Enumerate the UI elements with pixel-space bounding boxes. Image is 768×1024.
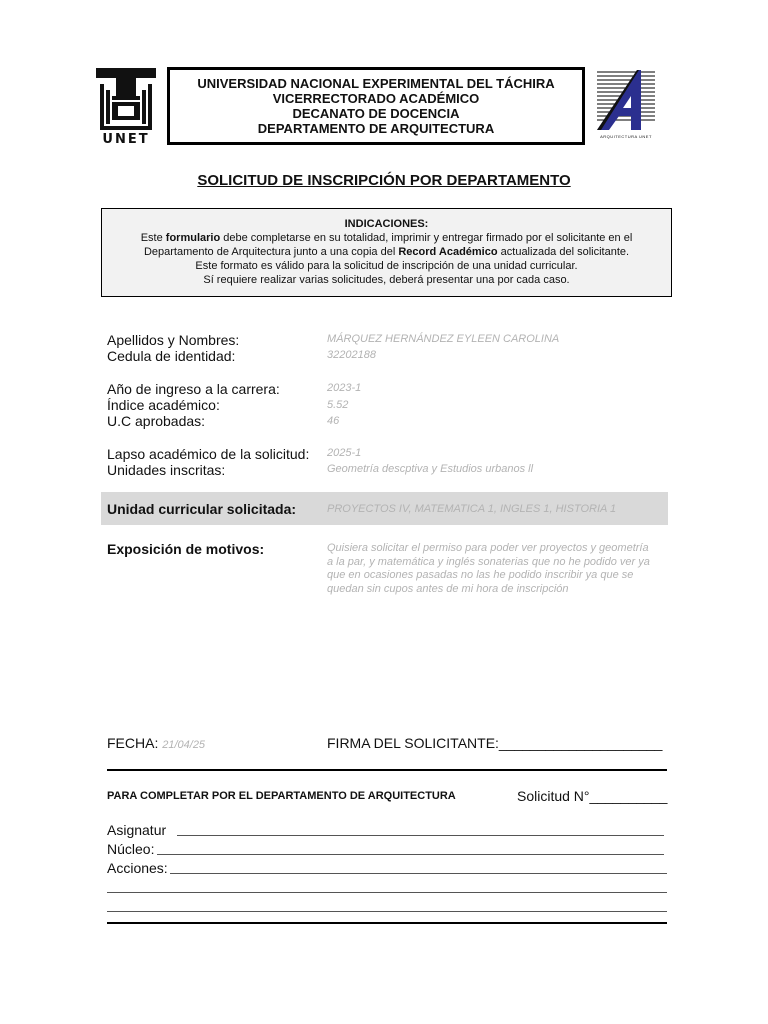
nucleo-line[interactable]	[157, 854, 664, 855]
inscritas-label: Unidades inscritas:	[107, 462, 226, 478]
indicaciones-heading: INDICACIONES:	[344, 218, 429, 230]
header-line-4: DEPARTAMENTO DE ARQUITECTURA	[257, 121, 495, 136]
cedula-label: Cedula de identidad:	[107, 348, 236, 364]
unidad-value[interactable]: PROYECTOS IV, MATEMATICA 1, INGLES 1, HISTORIA 1	[327, 503, 617, 515]
form-title: SOLICITUD DE INSCRIPCIÓN POR DEPARTAMENTO	[197, 172, 571, 189]
dept-heading: PARA COMPLETAR POR EL DEPARTAMENTO DE ARQUITECTURA	[107, 790, 456, 802]
header-line-2: VICERRECTORADO ACADÉMICO	[272, 91, 480, 106]
motivos-line-3: que en ocasiones pasadas no las he podido inscribir ya que se	[327, 569, 634, 581]
indice-label: Índice académico:	[107, 397, 220, 413]
uc-value[interactable]: 46	[327, 415, 340, 427]
motivos-line-2: a la par, y matemática y inglés sonaterias que no he podido ver ya	[327, 555, 650, 568]
acciones-line-3[interactable]	[107, 911, 667, 912]
lapso-value[interactable]: 2025-1	[327, 447, 362, 459]
institution-header	[167, 67, 585, 145]
nombres-value[interactable]: MÁRQUEZ HERNÁNDEZ EYLEEN CAROLINA	[327, 333, 560, 345]
ingreso-value[interactable]: 2023-1	[327, 382, 362, 394]
indice-value[interactable]: 5.52	[327, 399, 349, 411]
nombres-label: Apellidos y Nombres:	[107, 332, 240, 348]
motivos-line-4: quedan sin cupos antes de mi hora de inscripción	[327, 582, 569, 595]
acciones-line-1[interactable]	[170, 873, 667, 874]
lapso-label: Lapso académico de la solicitud:	[107, 446, 310, 462]
acciones-label: Acciones:	[107, 860, 168, 876]
acciones-line-2[interactable]	[107, 892, 667, 893]
header-line-1: UNIVERSIDAD NACIONAL EXPERIMENTAL DEL TÁCHIRA	[197, 76, 555, 91]
indicaciones-box	[101, 208, 672, 297]
unet-logo-text: UNET	[102, 132, 150, 147]
arquitectura-logo	[593, 66, 659, 142]
cedula-value[interactable]: 32202188	[327, 349, 376, 361]
motivos-line-1: Quisiera solicitar el permiso para poder ver proyectos y geometría	[327, 542, 649, 554]
header-line-3: DECANATO DE DOCENCIA	[292, 106, 460, 121]
ingreso-label: Año de ingreso a la carrera:	[107, 381, 280, 397]
uc-label: U.C aprobadas:	[107, 413, 206, 429]
fecha-label: FECHA: 21/04/25	[107, 735, 206, 751]
indicaciones-line-3: Este formato es válido para la solicitud de inscripción de una unidad curricular.	[195, 260, 578, 272]
divider-top	[107, 769, 667, 771]
unidad-label: Unidad curricular solicitada:	[107, 501, 297, 517]
indicaciones-line-4: Sí requiere realizar varias solicitudes, deberá presentar una por cada caso.	[203, 274, 570, 286]
arquitectura-logo-text: ARQUITECTURA UNET	[600, 134, 652, 139]
asignatura-label: Asignatur	[107, 822, 167, 838]
motivos-value[interactable]	[327, 542, 650, 596]
unet-logo	[94, 66, 158, 150]
fecha-value[interactable]: 21/04/25	[162, 739, 206, 751]
firma-label[interactable]: FIRMA DEL SOLICITANTE:_____________________	[327, 735, 663, 751]
inscritas-value[interactable]: Geometría descptiva y Estudios urbanos ll	[327, 463, 534, 475]
indicaciones-line-2: Departamento de Arquitectura junto a una copia del Record Académico actualizada del solicitante.	[143, 246, 630, 258]
asignatura-line[interactable]	[177, 835, 664, 836]
indicaciones-line-1: Este formulario debe completarse en su totalidad, imprimir y entregar firmado por el solicitante en el	[140, 232, 633, 244]
motivos-label: Exposición de motivos:	[107, 541, 265, 557]
nucleo-label: Núcleo:	[107, 841, 155, 857]
divider-bottom	[107, 922, 667, 924]
solicitud-number-label[interactable]: Solicitud N°__________	[517, 788, 668, 804]
